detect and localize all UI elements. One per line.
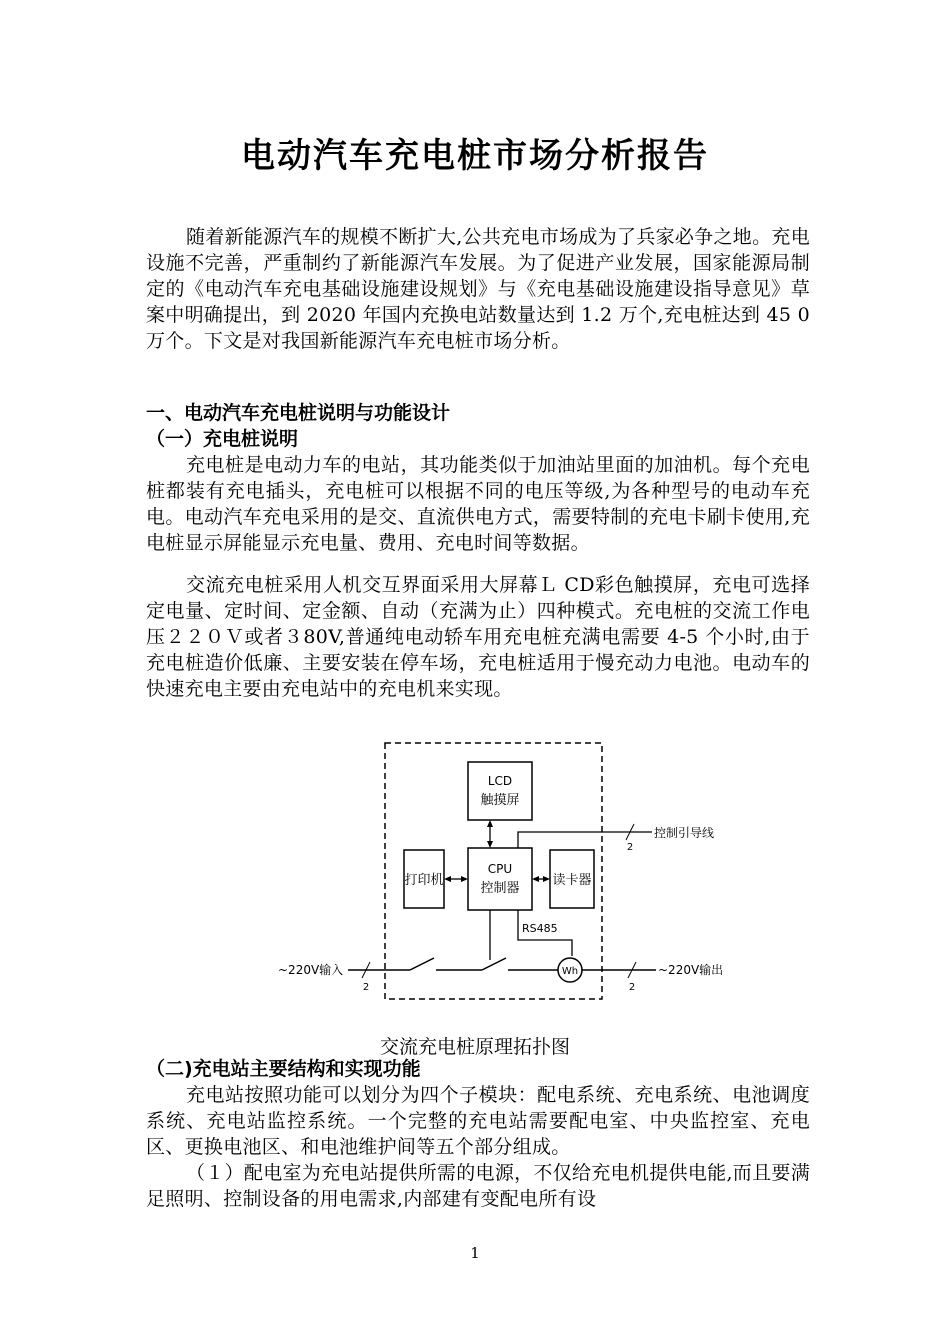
cpu-block: [468, 848, 532, 910]
cpu-label: 控制器: [480, 881, 520, 896]
input-label: ~220V输入: [278, 963, 344, 977]
body-paragraph: 充电桩是电动力车的电站，其功能类似于加油站里面的加油机。每个充电桩都装有充电插头，充电桩可以根据不同的电压等级,为各种型号的电动车充电。电动汽车充电采用的是交、直流供电方式，需要特制的充电卡刷卡使用,充电桩显示屏能显示充电量、费用、充电时间等数据。: [146, 454, 810, 554]
output-label: ~220V输出: [658, 963, 724, 977]
intro-paragraph: 随着新能源汽车的规模不断扩大,公共充电市场成为了兵家必争之地。充电设施不完善，严重制约了新能源汽车发展。为了促进产业发展，国家能源局制定的《电动汽车充电基础设施建设规划》与《充电基础设施建设指导意见》草案中明确提出，到 2020 年国内充换电站数量达到 1.2 万个,充电桩达到 45 0 万个。下文是对我国新能源汽车充电桩市场分析。: [146, 226, 811, 352]
rs485-label: RS485: [522, 922, 558, 935]
card-reader-label: 读卡器: [552, 873, 592, 888]
meter-label: Wh: [561, 966, 579, 977]
wire-count-label: 2: [362, 982, 370, 993]
page-title: 电动汽车充电桩市场分析报告: [241, 136, 709, 176]
lcd-block: [468, 762, 532, 820]
subsection-heading: （一）充电桩说明: [146, 428, 299, 450]
figure-caption: 交流充电桩原理拓扑图: [379, 1036, 570, 1058]
control-line-label: 控制引导线: [654, 826, 715, 840]
lcd-label: LCD: [487, 774, 513, 788]
body-paragraph: 交流充电桩采用人机交互界面采用大屏幕Ｌ CD彩色触摸屏，充电可选择定电量、定时间、定金额、自动（充满为止）四种模式。充电桩的交流工作电压２２０Ｖ或者３80V,普通纯电动轿车用充电桩充满电需要 4-5 个小时,由于充电桩造价低廉、主要安装在停车场，充电桩适用于慢充动力电池。电动车的快速充电主要由充电站中的充电机来实现。: [146, 574, 810, 700]
page-number: 1: [470, 1244, 480, 1262]
section-heading: 一、电动汽车充电桩说明与功能设计: [146, 402, 451, 424]
charging-pile-topology-diagram: [278, 740, 724, 1020]
body-paragraph: 充电站按照功能可以划分为四个子模块：配电系统、充电系统、电池调度系统、充电站监控系统。一个完整的充电站需要配电室、中央监控室、充电区、更换电池区、和电池维护间等五个部分组成。: [146, 1084, 810, 1158]
printer-label: 打印机: [404, 873, 444, 888]
lcd-label: 触摸屏: [480, 793, 520, 808]
cpu-label: CPU: [487, 862, 513, 876]
body-paragraph: （１）配电室为充电站提供所需的电源，不仅给充电机提供电能,而且要满足照明、控制设备的用电需求,内部建有变配电所有设: [146, 1162, 810, 1210]
wire-count-label: 2: [628, 982, 636, 993]
subsection-heading: （二)充电站主要结构和实现功能: [146, 1058, 421, 1080]
wire-count-label: 2: [626, 842, 634, 853]
